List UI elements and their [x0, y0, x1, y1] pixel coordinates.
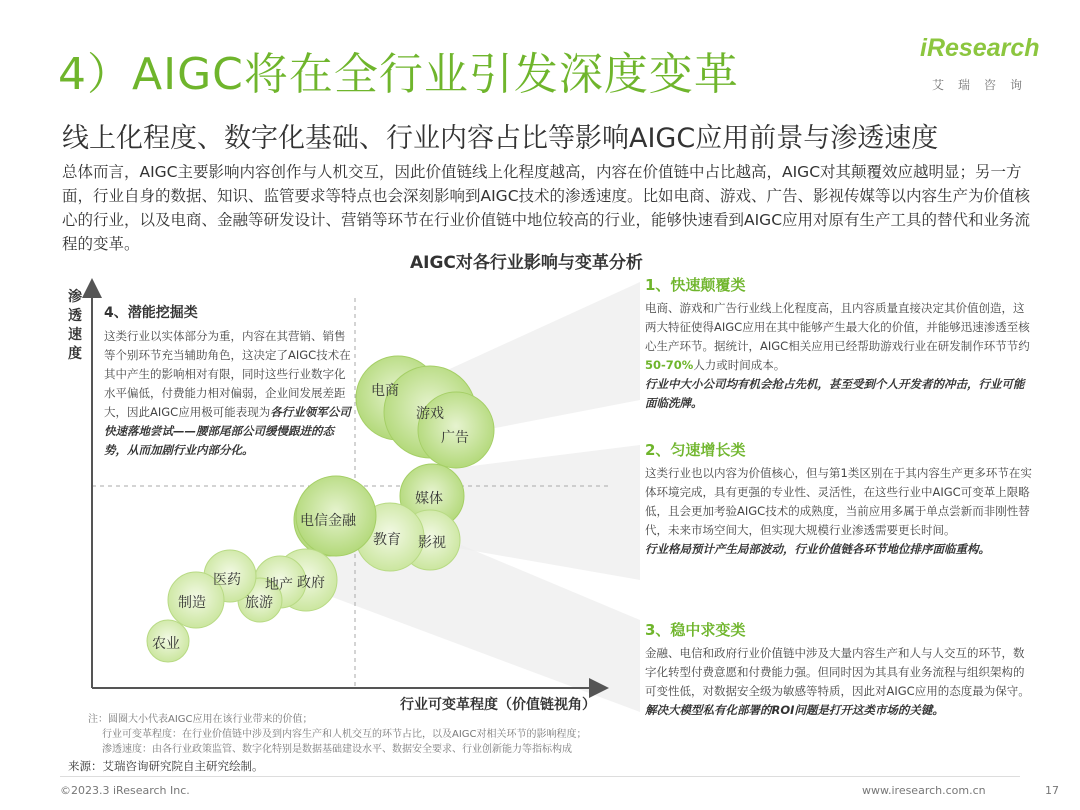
- category-3-panel: [645, 621, 1035, 720]
- diagram-title: AIGC对各行业影响与变革分析: [410, 253, 643, 273]
- quadrant-4-text: [104, 304, 356, 460]
- category-1-body-end: 人力或时间成本。: [693, 358, 786, 372]
- bubble-label: 广告: [441, 430, 469, 446]
- bubble-label: 影视: [418, 535, 446, 551]
- quadrant-4-bold: 各行业领军公司快速落地尝试——腰部尾部公司缓慢跟进的态势，从而加剧行业内部分化。: [104, 405, 351, 457]
- bubble-label: 医药: [213, 572, 241, 588]
- page-number: 17: [1045, 784, 1059, 797]
- page-subtitle: 线上化程度、数字化基础、行业内容占比等影响AIGC应用前景与渗透速度: [62, 123, 939, 154]
- x-axis-label: 行业可变革程度（价值链视角）: [400, 697, 596, 713]
- bubble-label: 旅游: [245, 595, 273, 611]
- logo-text: iResearch: [920, 34, 1040, 62]
- notes: [88, 712, 587, 757]
- category-1-panel: [645, 276, 1035, 413]
- quadrant-4-heading: 4、潜能挖掘类: [104, 305, 198, 321]
- bubble-label: 电商: [371, 383, 399, 399]
- note-line: 渗透速度：由各行业政策监管、数字化特别是数据基础建设水平、数据安全要求、行业创新能力等指标构成: [102, 744, 572, 755]
- note-line: 行业可变革程度：在行业价值链中涉及到内容生产和人机交互的环节占比，以及AIGC对相关环节的影响程度；: [102, 729, 587, 740]
- bubble-label: 电信金融: [300, 513, 356, 529]
- category-3-bold: 解决大模型私有化部署的ROI问题是打开这类市场的关键。: [645, 703, 944, 717]
- y-axis-label: 渗透速度: [68, 289, 82, 362]
- category-1-highlight: 50-70%: [645, 358, 694, 372]
- bubble-label: 媒体: [415, 491, 443, 507]
- category-2-bold: 行业格局预计产生局部波动，行业价值链各环节地位排序面临重构。: [645, 542, 990, 556]
- bubble-label: 教育: [373, 532, 401, 548]
- category-1-heading: 1、快速颠覆类: [645, 276, 746, 294]
- bubble-label: 农业: [152, 636, 180, 652]
- source-text: 来源：艾瑞咨询研究院自主研究绘制。: [68, 759, 264, 773]
- category-2-panel: [645, 441, 1035, 559]
- logo-cn-text: 艾瑞咨询: [932, 78, 1037, 92]
- bubble-label: 政府: [297, 575, 325, 591]
- footer-url[interactable]: www.iresearch.com.cn: [862, 784, 986, 797]
- bubble-label: 地产: [265, 577, 293, 593]
- bubble-label: 游戏: [416, 406, 444, 422]
- note-line: 注：圆圈大小代表AIGC应用在该行业带来的价值；: [88, 714, 313, 725]
- category-2-body: 这类行业也以内容为价值核心，但与第1类区别在于其内容生产更多环节在实体环境完成，具有更强的专业性、灵活性，在这些行业中AIGC可变革上限略低，且会更加考验AIGC技术的成熟度，当前应用多属于单点尝新而非刚性替代，未来市场空间大，但实现大规模行业渗透需要更长时间。: [645, 466, 1032, 537]
- intro-paragraph: 总体而言，AIGC主要影响内容创作与人机交互，因此价值链线上化程度越高，内容在价值链中占比越高，AIGC对其颠覆效应越明显；另一方面，行业自身的数据、知识、监管要求等特点也会深刻影响到AIGC技术的渗透速度。比如电商、游戏、广告、影视传媒等以内容生产为价值核心的行业，以及电商、金融等研发设计、营销等环节在行业价值链中地位较高的行业，能够快速看到AIGC应用对原有生产工具的替代和业务流程的变革。: [62, 163, 1031, 253]
- quadrant-4-body: 这类行业以实体部分为重，内容在其营销、销售等个别环节充当辅助角色，这决定了AIGC技术在其中产生的影响相对有限，同时这些行业数字化水平偏低，付费能力相对偏弱，企业间发展差距大，因此AIGC应用极可能表现为: [104, 329, 351, 419]
- footer-copyright: ©2023.3 iResearch Inc.: [60, 784, 190, 797]
- page-title: 4）AIGC将在全行业引发深度变革: [58, 49, 739, 100]
- bubble-label: 制造: [178, 595, 206, 611]
- category-2-heading: 2、匀速增长类: [645, 441, 746, 459]
- category-1-body: 电商、游戏和广告行业线上化程度高，且内容质量直接决定其价值创造，这两大特征使得AIGC应用在其中能够产生最大化的价值，并能够迅速渗透至核心生产环节。据统计，AIGC相关应用已经帮助游戏行业在研发制作环节节约: [645, 301, 1030, 353]
- category-3-body: 金融、电信和政府行业价值链中涉及大量内容生产和人与人交互的环节，数字化转型付费意愿和付费能力强。但同时因为其具有业务流程与组织架构的可变性低，对数据安全级为敏感等特质，因此对AIGC应用的态度最为保守。: [645, 646, 1030, 698]
- footer-divider: [60, 776, 1020, 777]
- category-1-bold: 行业中大小公司均有机会抢占先机，甚至受到个人开发者的冲击，行业可能面临洗牌。: [645, 377, 1025, 410]
- category-3-heading: 3、稳中求变类: [645, 621, 746, 639]
